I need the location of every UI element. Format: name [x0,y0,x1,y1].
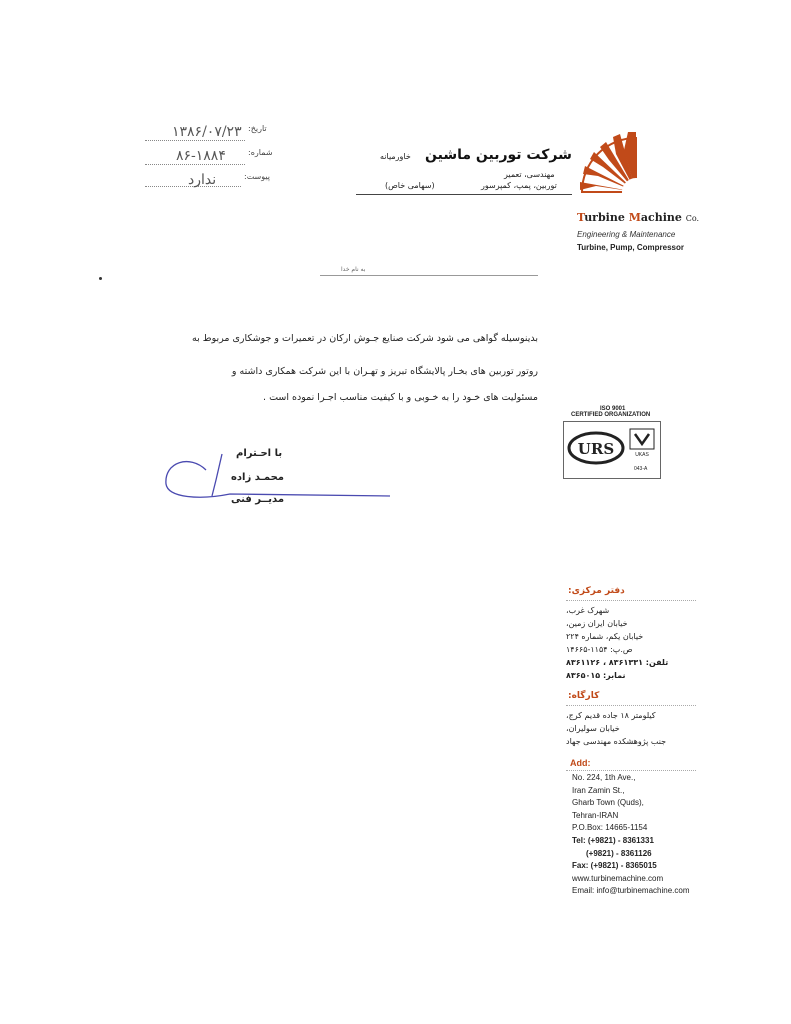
address-en-line: Iran Zamin St., [572,785,625,795]
cert-code: 043-A [634,466,648,472]
letter-line-1: بدینوسیله گواهی می شود شرکت صنایع جـوش ارکان در تعمیرات و جوشکاری مربوط به [192,333,538,344]
closing: با احـترام [236,448,283,459]
ukas-text: UKAS [635,452,649,458]
signer-title: مدیــر فنی [231,494,285,505]
address-en-line: Email: info@turbinemachine.com [572,886,690,896]
address-en-heading: Add: [570,758,591,768]
invocation: به نام خدا [341,266,366,273]
address-en-lines [572,772,722,898]
tagline-en: Engineering & Maintenance [577,230,676,239]
address-en-line: www.turbinemachine.com [572,873,664,883]
workshop-rule [566,705,696,706]
workshop-line: جنب پژوهشکده مهندسی جهاد [566,737,667,746]
ukas-crown-icon [629,428,655,458]
speck [99,277,102,280]
date-label: تاریخ: [248,124,267,133]
services-fa-2: توربین، پمپ، کمپرسور [481,181,557,190]
header-rule [356,194,572,195]
number-line [145,164,245,165]
iso-label: ISO 9001 [600,406,626,412]
central-office-line: ص.پ: ۱۱۵۴-۱۴۶۶۵ [566,645,633,654]
central-office-line: نمابر: ۸۳۶۵۰۱۵ [566,671,626,680]
address-en-line: Tel: (+9821) - 8361331 [572,835,654,845]
central-office-lines [566,604,696,682]
address-en-line: (+9821) - 8361126 [586,848,652,858]
address-en-line: Gharb Town (Quds), [572,798,644,808]
address-en-line: Fax: (+9821) - 8365015 [572,861,657,871]
workshop-heading: کارگاه: [568,691,600,701]
signature-icon [160,450,400,510]
invocation-line [320,275,538,276]
signer-name: محمـد زاده [231,472,284,483]
number-label: شماره: [248,148,273,157]
services-en: Turbine, Pump, Compressor [577,243,684,252]
urs-text: URS [577,440,615,458]
address-en-rule [566,770,696,771]
company-fa-suffix: خاورمیانه [380,152,411,161]
certified-label: CERTIFIED ORGANIZATION [571,412,651,418]
central-office-rule [566,600,696,601]
central-office-line: خیابان ایران زمین، [566,619,628,628]
attachment-value: ندارد [188,172,217,188]
services-fa-1: مهندسی، تعمیر [504,170,555,179]
urs-logo-icon [567,430,625,466]
workshop-line: کیلومتر ۱۸ جاده قدیم کرج، [566,711,656,720]
workshop-line: خیابان سولیران، [566,724,620,733]
central-office-line: تلفن: ۸۳۶۱۳۳۱ ، ۸۳۶۱۱۲۶ [566,658,669,667]
workshop-lines [566,709,696,748]
central-office-heading: دفتر مرکزی: [568,586,625,596]
company-type-fa: (سهامی خاص) [385,181,435,190]
attachment-label: پیوست: [244,172,271,181]
letter-line-2: روتور توربین های بخـار پالایشگاه تبریز و تهـران با این شرکت همکاری داشته و [231,366,538,377]
address-en-line: No. 224, 1th Ave., [572,773,636,782]
turbine-logo-icon [576,128,640,194]
number-value: ۸۶-۱۸۸۴ [176,148,226,164]
company-name-fa: شرکت توربین ماشین [425,147,572,163]
letter-line-3: مسئولیت های خـود را به خـوبی و با کیفیت مناسب اجـرا نموده است . [263,392,538,403]
central-office-line: خیابان یکم، شماره ۲۲۴ [566,632,644,641]
address-en-line: Tehran-IRAN [572,810,619,820]
date-value: ۱۳۸۶/۰۷/۲۳ [172,124,242,140]
company-name-en: Turbine Machine Co. [577,211,700,224]
central-office-line: شهرک غرب، [566,606,610,615]
address-en-line: P.O.Box: 14665-1154 [572,823,648,833]
date-line [145,140,245,141]
